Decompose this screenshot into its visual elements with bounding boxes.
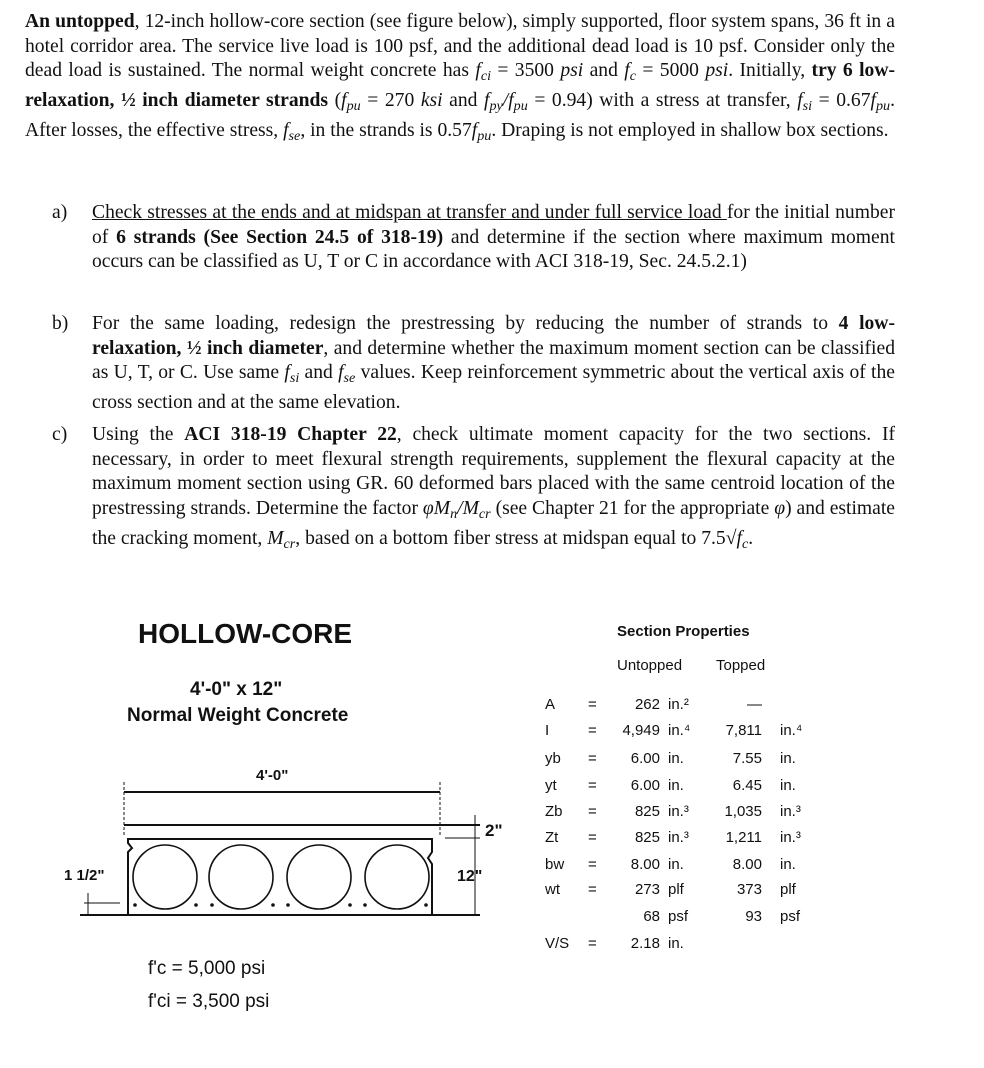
math-text: c	[741, 535, 749, 552]
math-text: f	[870, 90, 876, 111]
property-symbol: V/S	[545, 935, 570, 952]
equals-sign: =	[588, 803, 597, 820]
untopped-unit: plf	[668, 881, 684, 898]
property-symbol: I	[545, 722, 550, 739]
text-run: = 5000	[636, 60, 706, 82]
text-run: Check stresses at the ends and at midspan at transfer and under full service load	[92, 202, 727, 223]
equals-sign: =	[588, 856, 597, 873]
untopped-value: 825	[634, 829, 660, 846]
text-run: = 3500	[491, 60, 561, 82]
math-text: cr	[283, 535, 296, 552]
untopped-unit: in.³	[668, 803, 689, 820]
property-symbol: Zb	[545, 803, 563, 820]
math-text: pu	[477, 128, 492, 145]
untopped-value: 8.00	[630, 856, 660, 873]
figure-title: HOLLOW-CORE	[138, 618, 353, 649]
figure-size: 4'-0" x 12"	[190, 679, 283, 700]
equals-sign: =	[588, 722, 597, 739]
topped-unit: in.⁴	[780, 722, 803, 739]
equals-sign: =	[588, 696, 597, 713]
text-run: try 6 low-relaxation, ½ inch diameter strands	[25, 60, 896, 111]
math-text: se	[343, 370, 356, 387]
topped-value: 1,211	[725, 829, 762, 846]
text-run: (	[328, 90, 342, 111]
column-untopped: Untopped	[617, 657, 683, 674]
math-text: f	[736, 527, 742, 549]
math-text: si	[289, 370, 300, 387]
core-void	[287, 845, 351, 909]
property-symbol: bw	[545, 856, 565, 873]
math-text: φ	[774, 497, 786, 519]
text-run: . After losses, the effective stress,	[25, 90, 895, 141]
topped-value: 6.45	[732, 777, 762, 794]
text-run: for the initial number of	[92, 202, 895, 248]
text-run: and	[442, 90, 484, 111]
text-run: , in the strands is 0.57	[300, 119, 472, 141]
untopped-unit: in.²	[668, 696, 689, 713]
topped-value: —	[747, 696, 762, 713]
untopped-value: 825	[634, 803, 660, 820]
text-run: .	[748, 527, 754, 549]
text-run: ACI 318-19 Chapter 22	[184, 424, 397, 445]
topped-value: 8.00	[732, 856, 762, 873]
math-text: n	[450, 506, 458, 522]
math-text: /f	[502, 90, 514, 111]
property-symbol: A	[545, 696, 556, 713]
property-symbol: yb	[545, 750, 561, 767]
untopped-value: 6.00	[630, 750, 660, 767]
text-run: (see Chapter 21 for the appropriate	[490, 497, 775, 519]
math-text: pu	[346, 98, 361, 115]
property-symbol: Zt	[545, 829, 559, 846]
topped-value: 1,035	[724, 803, 762, 820]
math-text: f	[475, 60, 481, 82]
text-run: Using the	[92, 424, 185, 445]
text-run: and	[583, 60, 625, 82]
equals-sign: =	[588, 829, 597, 846]
untopped-value: 6.00	[630, 777, 660, 794]
dim-topping: 2"	[485, 821, 503, 840]
fc-value: f'c = 5,000 psi	[148, 958, 266, 979]
math-text: f	[624, 60, 630, 82]
text-run: values. Keep reinforcement symmetric about the vertical axis of the cross section and at the same elevation.	[92, 362, 895, 413]
text-run: . Draping is not employed in shallow box sections.	[491, 119, 889, 141]
math-text: f	[338, 362, 344, 384]
column-topped: Topped	[716, 657, 766, 674]
untopped-value: 68	[643, 908, 660, 925]
property-symbol: wt	[545, 881, 560, 898]
untopped-unit: in.	[668, 750, 684, 767]
math-text: psi	[560, 60, 584, 82]
question-label: c)	[52, 424, 68, 445]
topped-unit: in.³	[780, 829, 801, 846]
equals-sign: =	[588, 750, 597, 767]
text-run: For the same loading, redesign the prestressing by reducing the number of strands to	[92, 313, 839, 334]
math-text: c	[629, 68, 636, 85]
equals-sign: =	[588, 935, 597, 952]
untopped-value: 4,949	[622, 722, 660, 739]
figure-concrete: Normal Weight Concrete	[127, 705, 349, 726]
math-text: f	[341, 90, 347, 111]
topped-unit: in.	[780, 856, 796, 873]
math-text: pu	[513, 98, 528, 115]
text-run: , 12-inch hollow-core section (see figure below), simply supported, floor system spans, 36 ft in a hotel corridor area. The service live load is 100 psf, and the additional dead load is 10 psf. Consider only the dead load is sustained. The normal weight concrete has	[25, 11, 895, 82]
topped-unit: in.	[780, 750, 796, 767]
math-text: /M	[457, 497, 479, 519]
math-text: f	[283, 119, 289, 141]
math-text: pu	[875, 98, 891, 115]
untopped-unit: in.³	[668, 829, 689, 846]
math-text: ksi	[420, 90, 443, 111]
text-run: . Initially,	[728, 60, 812, 82]
topped-value: 93	[745, 908, 762, 925]
untopped-unit: in.	[668, 856, 684, 873]
untopped-unit: in.	[668, 935, 684, 952]
untopped-unit: in.	[668, 777, 684, 794]
untopped-value: 262	[634, 696, 660, 713]
properties-title: Section Properties	[617, 623, 750, 640]
text-run: = 0.67	[812, 90, 871, 111]
math-text: ci	[480, 68, 491, 85]
math-text: M	[267, 527, 284, 549]
topped-unit: psf	[780, 908, 801, 925]
property-symbol: yt	[545, 777, 557, 794]
text-run: ) and estimate the cracking moment,	[92, 497, 895, 549]
math-text: f	[284, 362, 290, 384]
fci-value: f'ci = 3,500 psi	[148, 991, 270, 1012]
dim-depth: 12"	[457, 868, 483, 885]
text-run: 6 strands (See Section 24.5 of 318-19)	[116, 226, 444, 248]
topped-value: 7.55	[732, 750, 762, 767]
text-run: An untopped	[25, 11, 135, 32]
topped-value: 7,811	[725, 722, 762, 739]
question-label: a)	[52, 202, 68, 223]
math-text: si	[802, 98, 813, 115]
text-run: , check ultimate moment capacity for the two sections. If necessary, in order to meet flexural strength requirements, supplement the flexural capacity at the maximum moment section using GR. 60 deformed bars placed with the same centroid location of the prestressing strands. Determine the factor	[92, 424, 895, 519]
text-run: = 270	[360, 90, 421, 111]
core-void	[365, 845, 429, 909]
equals-sign: =	[588, 777, 597, 794]
text-run: , based on a bottom fiber stress at midspan equal to 7.5√	[295, 527, 737, 549]
text-run: 4 low-relaxation, ½ inch diameter	[92, 313, 895, 359]
topped-unit: in.³	[780, 803, 801, 820]
math-text: cr	[478, 506, 491, 522]
topped-unit: plf	[780, 881, 796, 898]
math-text: f	[471, 119, 478, 141]
text-run: , and determine whether the maximum moment section can be classified as U, T, or C. Use same	[92, 337, 895, 384]
question-label: b)	[52, 313, 69, 334]
topped-unit: in.	[780, 777, 796, 794]
math-text: f	[797, 90, 803, 111]
math-text: f	[483, 90, 490, 111]
slab-outline	[128, 839, 432, 915]
core-void	[133, 845, 197, 909]
equals-sign: =	[588, 881, 597, 898]
text-run: and	[299, 362, 339, 384]
math-text: se	[288, 128, 301, 145]
text-run: and determine if the section where maximum moment occurs can be classified as U, T or C in accordance with ACI 318-19, Sec. 24.5.2.1)	[92, 226, 895, 273]
untopped-unit: in.⁴	[668, 722, 691, 739]
math-text: psi	[705, 60, 729, 82]
untopped-value: 2.18	[630, 935, 660, 952]
math-text: φM	[422, 497, 451, 519]
math-text: py	[489, 98, 503, 115]
untopped-value: 273	[634, 881, 660, 898]
text-run: = 0.94) with a stress at transfer,	[527, 90, 798, 111]
dim-width: 4'-0"	[256, 767, 289, 784]
dim-cover: 1 1/2"	[64, 867, 105, 884]
core-void	[209, 845, 273, 909]
untopped-unit: psf	[668, 908, 689, 925]
topped-value: 373	[736, 881, 762, 898]
